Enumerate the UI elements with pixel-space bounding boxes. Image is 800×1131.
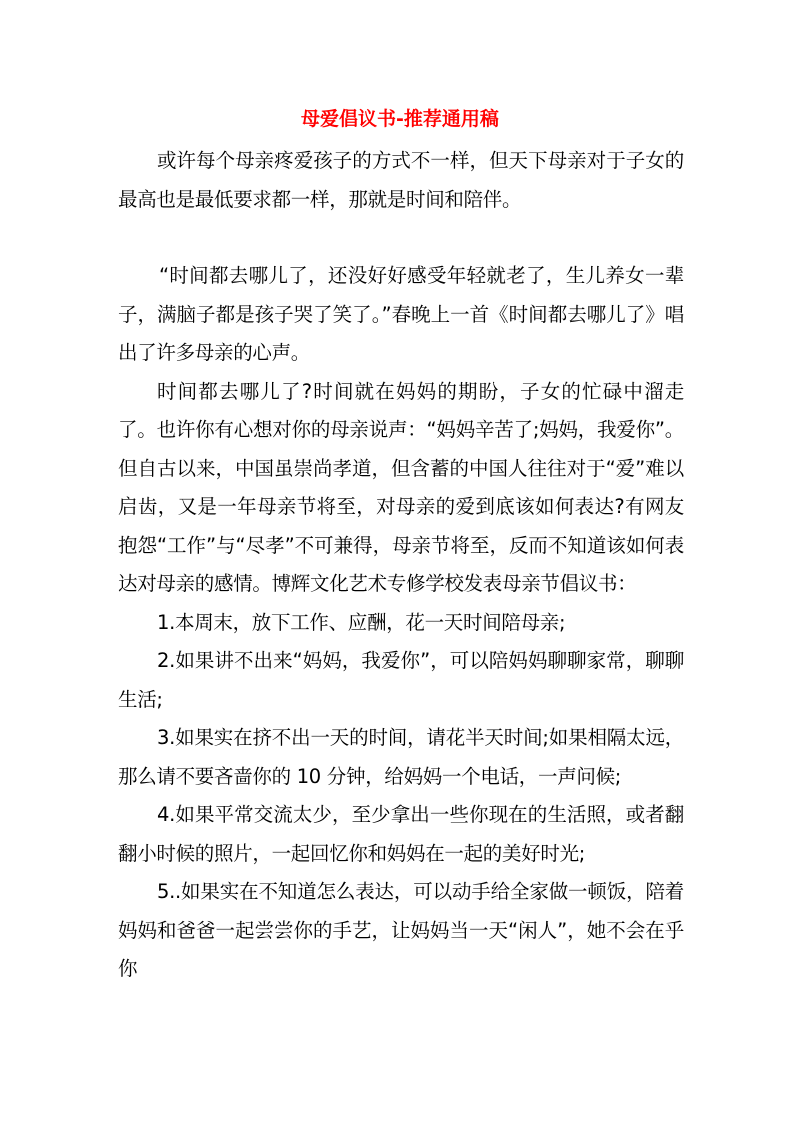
paragraph-intro: 或许每个母亲疼爱孩子的方式不一样，但天下母亲对于子女的最高也是最低要求都一样，那就是时间和陪伴。 (118, 149, 684, 211)
proposal-item-3: 3.如果实在挤不出一天的时间，请花半天时间;如果相隔太远，那么请不要吝啬你的 10 分钟，给妈妈一个电话，一声问候; (118, 726, 684, 788)
paragraph-song-quote: “时间都去哪儿了，还没好好感受年轻就老了，生儿养女一辈子，满脑子都是孩子哭了笑了。”春晚上一首《时间都去哪儿了》唱出了许多母亲的心声。 (118, 264, 684, 364)
proposal-item-4: 4.如果平常交流太少，至少拿出一些你现在的生活照，或者翻翻小时候的照片，一起回忆你和妈妈在一起的美好时光; (118, 803, 684, 865)
document-body (118, 142, 684, 989)
proposal-item-1: 1.本周末，放下工作、应酬，花一天时间陪母亲; (157, 610, 566, 634)
paragraph-main: 时间都去哪儿了?时间就在妈妈的期盼，子女的忙碌中溜走了。也许你有心想对你的母亲说声：“妈妈辛苦了;妈妈，我爱你”。但自古以来，中国虽崇尚孝道，但含蓄的中国人往往对于“爱”难以启齿，又是一年母亲节将至，对母亲的爱到底该如何表达?有网友抱怨“工作”与“尽孝”不可兼得，母亲节将至，反而不知道该如何表达对母亲的感情。博辉文化艺术专修学校发表母亲节倡议书： (118, 379, 684, 595)
proposal-item-5: 5..如果实在不知道怎么表达，可以动手给全家做一顿饭，陪着妈妈和爸爸一起尝尝你的手艺，让妈妈当一天“闲人”，她不会在乎你 (118, 880, 684, 980)
proposal-item-2: 2.如果讲不出来“妈妈，我爱你”，可以陪妈妈聊聊家常，聊聊生活; (118, 649, 684, 711)
document-title: 母爱倡议书-推荐通用稿 (301, 108, 499, 130)
